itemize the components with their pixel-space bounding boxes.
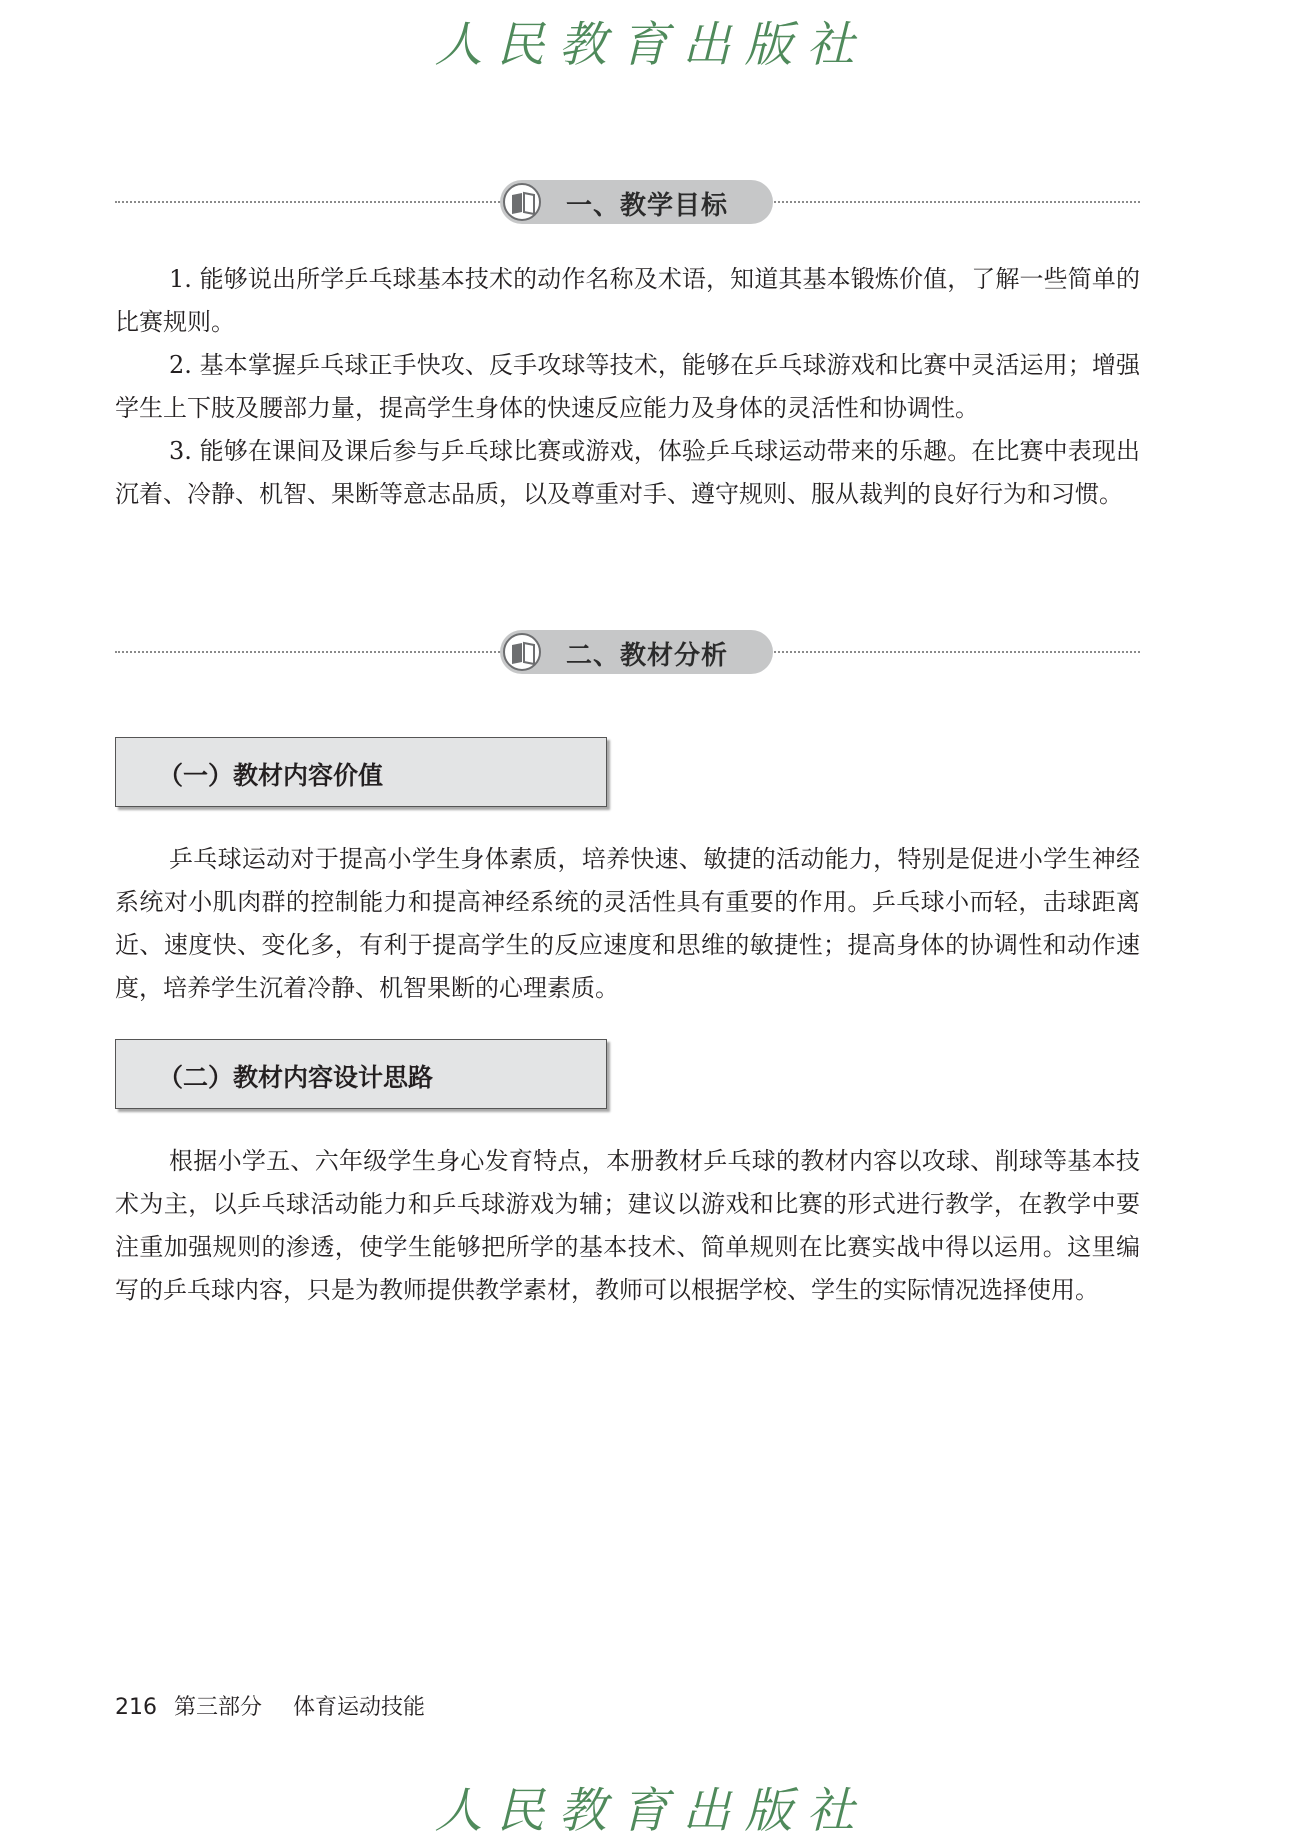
page-footer — [115, 1690, 425, 1721]
part-label: 第三部分 — [174, 1695, 263, 1720]
subsection-title-box — [115, 737, 607, 807]
section-header-material-analysis — [115, 630, 1140, 674]
subsection-title: （二）教材内容设计思路 — [158, 1063, 434, 1092]
teaching-goals-text — [115, 258, 1140, 516]
goal-item: 3. 能够在课间及课后参与乒乓球比赛或游戏，体验乒乓球运动带来的乐趣。在比赛中表现出沉着、冷静、机智、果断等意志品质，以及尊重对手、遵守规则、服从裁判的良好行为和习惯。 — [115, 437, 1140, 508]
goal-item: 1. 能够说出所学乒乓球基本技术的动作名称及术语，知道其基本锻炼价值，了解一些简单的比赛规则。 — [115, 265, 1140, 336]
goal-item: 2. 基本掌握乒乓球正手快攻、反手攻球等技术，能够在乒乓球游戏和比赛中灵活运用；增强学生上下肢及腰部力量，提高学生身体的快速反应能力及身体的灵活性和协调性。 — [115, 351, 1140, 422]
chapter-label: 体育运动技能 — [293, 1695, 426, 1720]
subsection-title: （一）教材内容价值 — [158, 761, 384, 790]
paragraph: 乒乓球运动对于提高小学生身体素质，培养快速、敏捷的活动能力，特别是促进小学生神经系统对小肌肉群的控制能力和提高神经系统的灵活性具有重要的作用。乒乓球小而轻，击球距离近、速度快、变化多，有利于提高学生的反应速度和思维的敏捷性；提高身体的协调性和动作速度，培养学生沉着冷静、机智果断的心理素质。 — [115, 845, 1140, 1002]
design-idea-text — [115, 1140, 1140, 1312]
publisher-watermark-bottom: 人民教育出版社 — [434, 1783, 869, 1839]
subsection-title-box — [115, 1039, 607, 1109]
section-title-pill — [500, 180, 773, 224]
section-title: 一、教学目标 — [566, 191, 729, 221]
section-header-teaching-goals — [115, 180, 1140, 224]
publisher-watermark-top: 人民教育出版社 — [434, 17, 869, 73]
section-title-pill — [500, 630, 773, 674]
paragraph: 根据小学五、六年级学生身心发育特点，本册教材乒乓球的教材内容以攻球、削球等基本技术为主，以乒乓球活动能力和乒乓球游戏为辅；建议以游戏和比赛的形式进行教学，在教学中要注重加强规则的渗透，使学生能够把所学的基本技术、简单规则在比赛实战中得以运用。这里编写的乒乓球内容，只是为教师提供教学素材，教师可以根据学校、学生的实际情况选择使用。 — [115, 1147, 1140, 1304]
page-number: 216 — [115, 1695, 157, 1720]
material-value-text — [115, 838, 1140, 1010]
section-title: 二、教材分析 — [566, 641, 729, 671]
book-icon — [503, 183, 541, 221]
book-icon — [503, 633, 541, 671]
